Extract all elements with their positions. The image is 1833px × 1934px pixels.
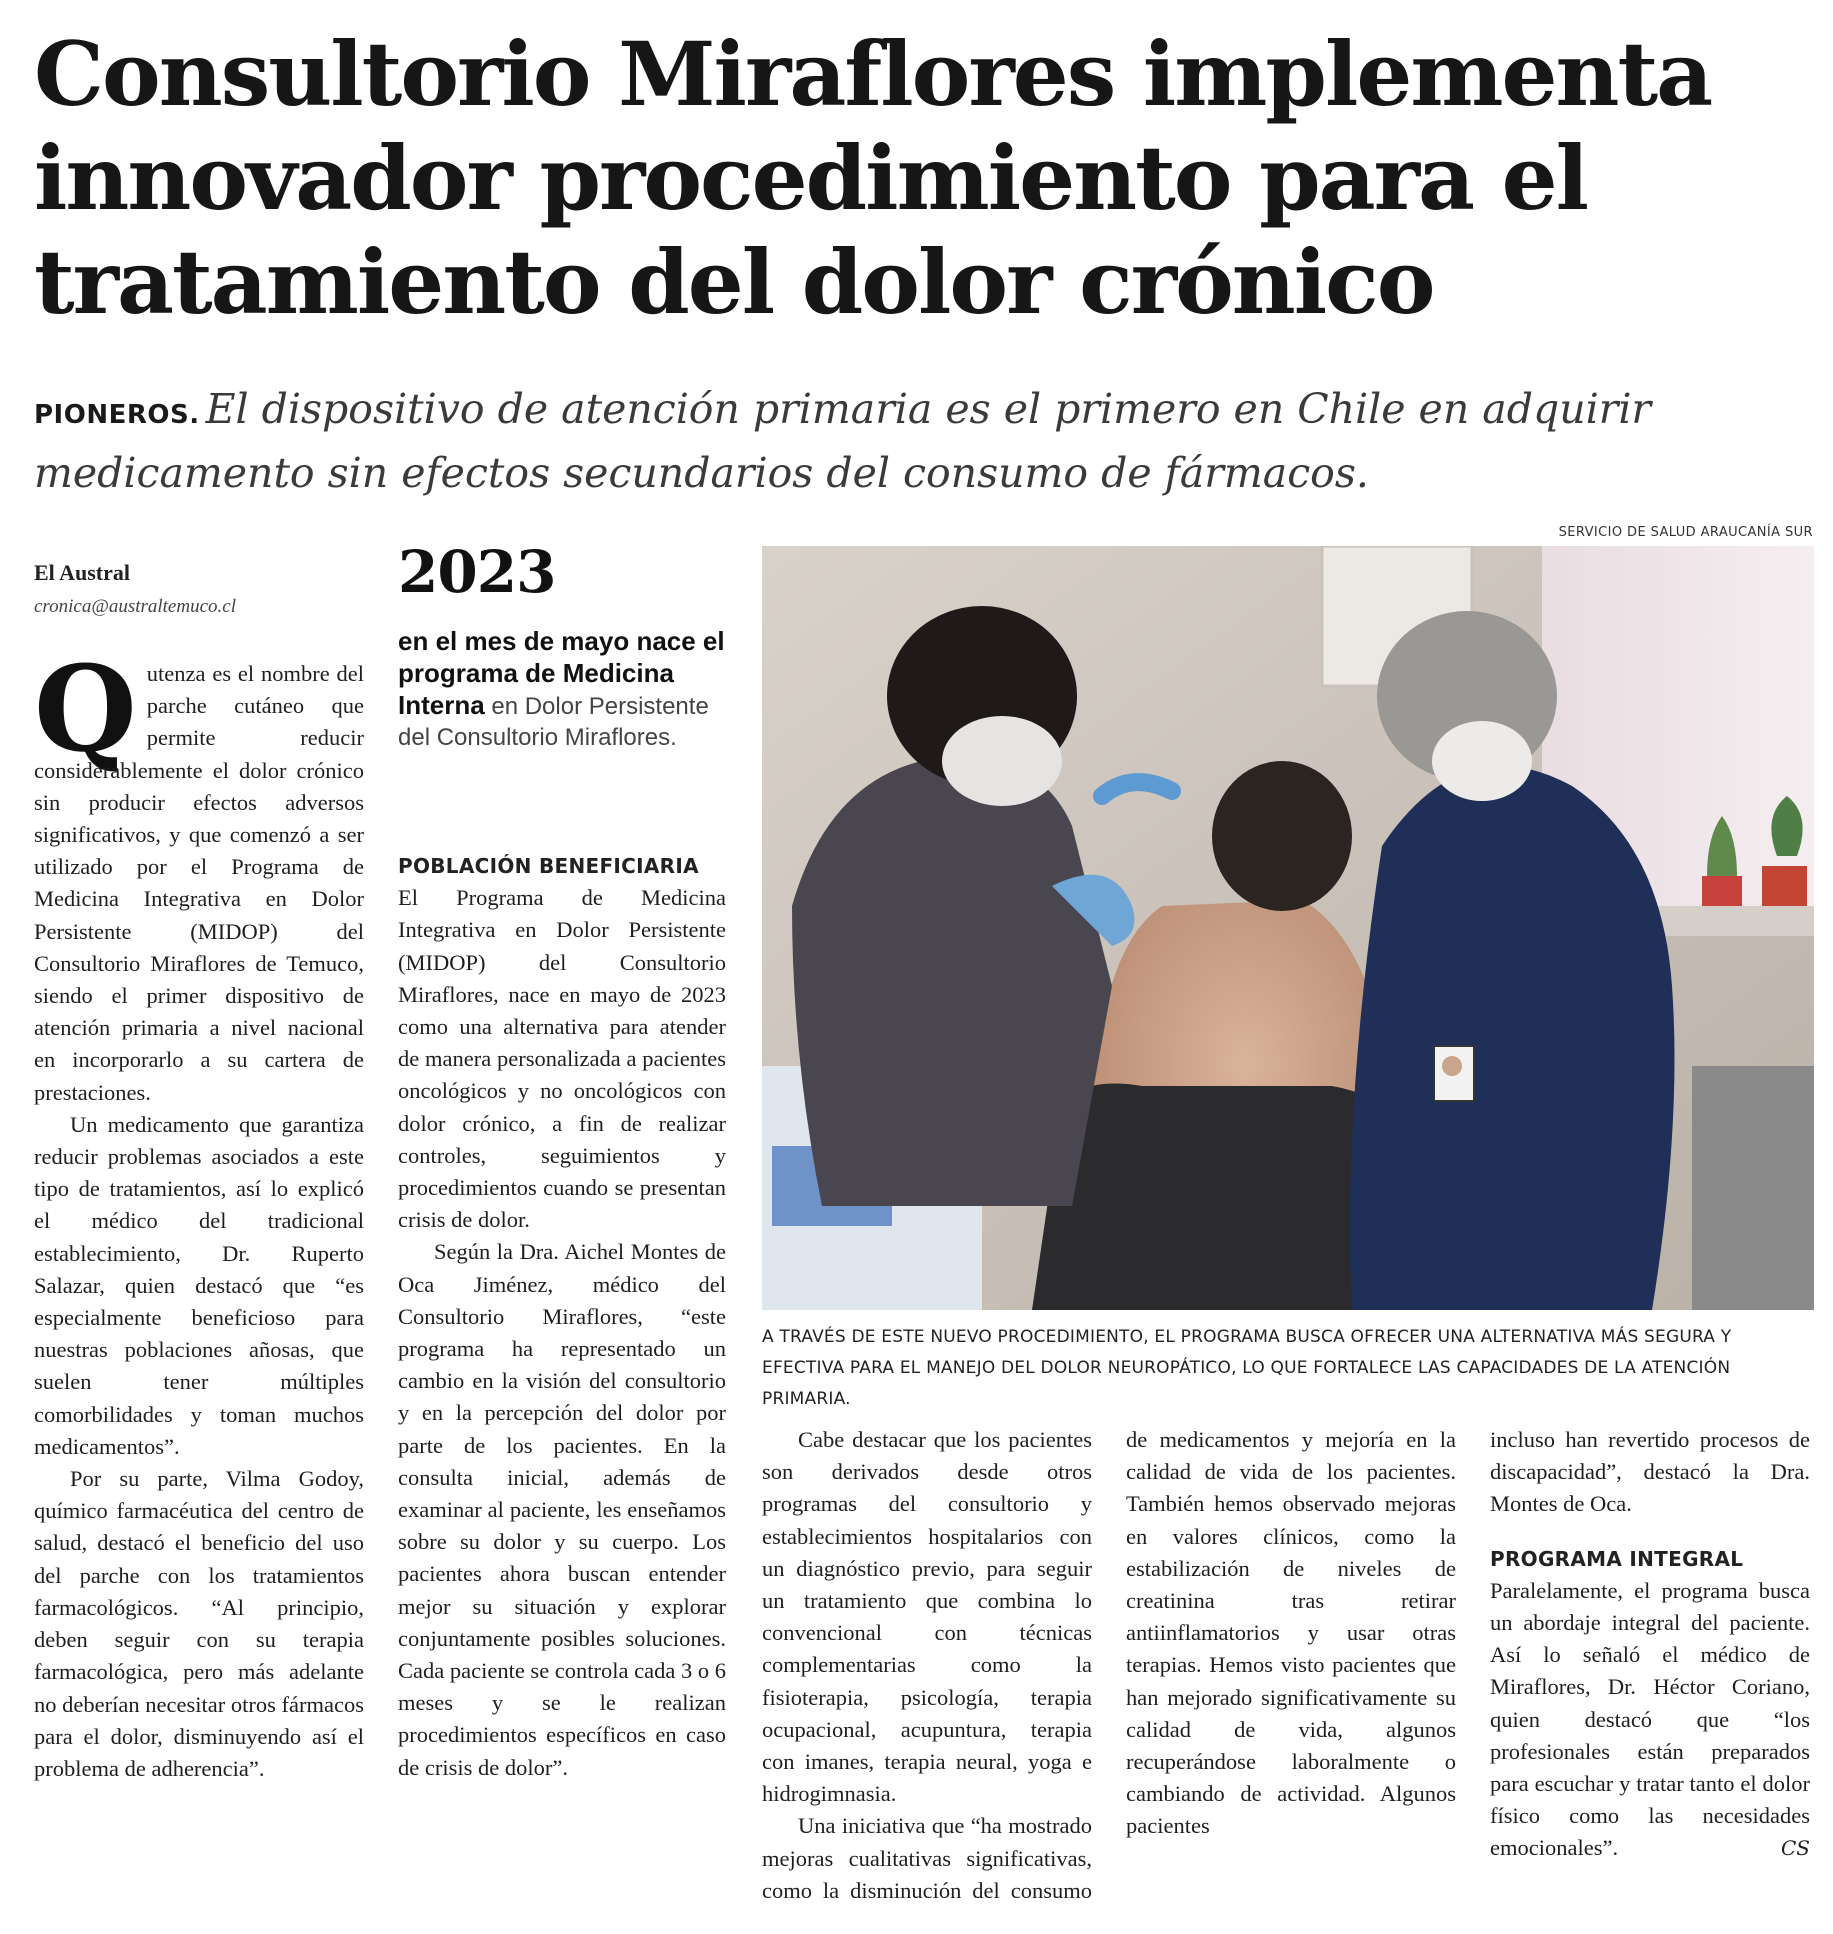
factbox-text [398,626,726,753]
photo-credit: SERVICIO DE SALUD ARAUCANÍA SUR [1558,525,1813,540]
factbox-bold: en el mes de mayo nace el programa de Medicina Interna [398,626,725,720]
deck-kicker: PIONEROS. [34,400,200,430]
article-column-5 [1490,1424,1810,1865]
paragraph-9 [1490,1575,1810,1865]
headline-line-2: innovador procedimiento para el [34,126,1588,230]
paragraph-1 [34,639,364,1109]
factbox-year: 2023 [398,538,556,606]
clinic-scene-illustration [762,546,1814,1310]
factbox-rest: en Dolor Persistente del Consultorio Miraflores. [398,693,709,751]
byline [34,560,364,618]
dropcap: Q [34,639,137,778]
subhead-poblacion: POBLACIÓN BENEFICIARIA [398,854,699,878]
article-photo [762,546,1814,1310]
headline-line-1: Consultorio Miraflores implementa [34,22,1712,126]
article-column-2 [398,850,726,1784]
deck [34,380,1824,502]
deck-text: El dispositivo de atención primaria es el primero en Chile en adquirir medicamento sin efectos secundarios del consumo de fármacos. [34,385,1652,497]
photo-caption: A TRAVÉS DE ESTE NUEVO PROCEDIMIENTO, EL PROGRAMA BUSCA OFRECER UNA ALTERNATIVA MÁS SEGURA Y EFECTIVA PARA EL MANEJO DEL DOLOR NEUROPÁTICO, LO QUE FORTALECE LAS CAPACIDADES DE LA ATENCIÓN PRIMARIA. [762,1327,1732,1409]
paragraph-9-text: Paralelamente, el programa busca un abordaje integral del paciente. Así lo señaló el médico de Miraflores, Dr. Héctor Coriano, quien destacó que “los profesionales están preparados para escuchar y tratar tanto el dolor físico como las necesidades emocionales”. [1490,1577,1810,1861]
paragraph-3: Por su parte, Vilma Godoy, químico farmacéutica del centro de salud, destacó el beneficio del uso del parche con los tratamientos farmacológicos. “Al principio, deben seguir con su terapia farmacológica, pero más adelante no deberían necesitar otros fármacos para el dolor, disminuyendo así el problema de adherencia”. [34,1466,364,1781]
headline-line-3: tratamiento del dolor crónico [34,230,1434,334]
byline-author: El Austral [34,560,130,585]
subhead-programa-integral: PROGRAMA INTEGRAL [1490,1546,1744,1571]
paragraph-6: Cabe destacar que los pacientes son derivados desde otros programas del consultorio y establecimientos hospitalarios con un diagnóstico previo, para seguir un tratamiento que combina lo convencional con técnicas complementarias como la fisioterapia, psicología, terapia ocupacional, acupuntura, terapia con imanes, terapia neural, yoga e hidrogimnasia. [762,1427,1092,1807]
paragraph-2: Un medicamento que garantiza reducir problemas asociados a este tipo de tratamientos, así lo explicó el médico del tradicional establecimiento, Dr. Ruperto Salazar, quien destacó que “es especialmente beneficioso para nuestras poblaciones añosas, que suelen tener múltiples comorbilidades y toman muchos medicamentos”. [34,1111,364,1459]
paragraph-8: incluso han revertido procesos de discapacidad”, destacó la Dra. Montes de Oca. [1490,1427,1810,1517]
end-mark: CS [1780,1836,1810,1861]
article-column-1 [34,639,364,1785]
paragraph-5: Según la Dra. Aichel Montes de Oca Jiménez, médico del Consultorio Miraflores, “este programa ha representado un cambio en la visión del consultorio y en la percepción del dolor por parte de los pacientes. En la consulta inicial, además de examinar al paciente, les enseñamos sobre su dolor y su cuerpo. Los pacientes ahora buscan entender mejor su situación y explorar conjuntamente posibles soluciones. Cada paciente se controla cada 3 o 6 meses y se le realizan procedimientos específicos en caso de crisis de dolor”. [398,1239,726,1780]
paragraph-4: El Programa de Medicina Integrativa en Dolor Persistente (MIDOP) del Consultorio Miraflores, nace en mayo de 2023 como una alternativa para atender de manera personalizada a pacientes oncológicos y no oncológicos con dolor crónico, a fin de realizar controles, seguimientos y procedimientos cuando se presentan crisis de dolor. [398,885,726,1233]
paragraph-1-text: utenza es el nombre del parche cutáneo que permite reducir considerablemente el dolor crónico sin producir efectos adversos significativos, y que comenzó a ser utilizado por el Programa de Medicina Integrativa en Dolor Persistente (MIDOP) del Consultorio Miraflores de Temuco, siendo el primer dispositivo de atención primaria a nivel nacional en incorporarlo a su cartera de prestaciones. [34,661,364,1105]
byline-email[interactable]: cronica@australtemuco.cl [34,596,236,617]
paragraph-7-start: Una iniciativa que “ha mostrado mejoras cualitativas significativas, como la disminución del consumo de medicamentos y mejoría en la calidad de vida de los pacientes. También hemos observado mejoras en valores clínicos, como la estabilización de niveles de creatinina tras retirar antiinflamatorios y usar otras terapias. Hemos visto pacientes que han mejorado significativamente su calidad de vida, algunos recuperándose laboralmente o cambiando de actividad. Algunos pacientes [762,1427,1456,1903]
headline [34,22,1824,334]
article-column-3 [762,1424,1456,1924]
